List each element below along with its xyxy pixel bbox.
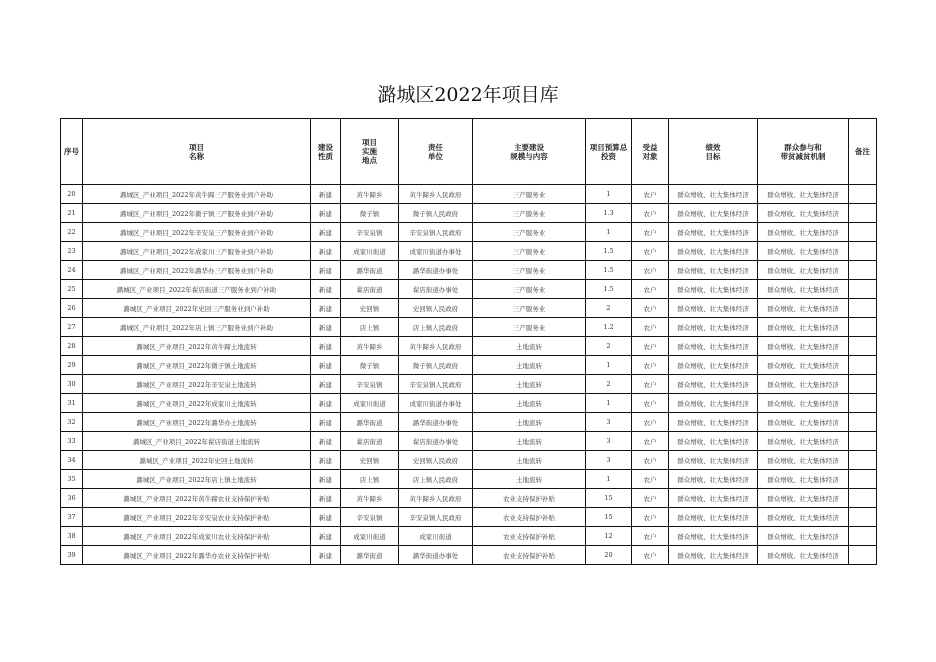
header-col-type: 建设 性质 (311, 119, 341, 185)
cell-content: 农业支持保护补贴 (473, 489, 586, 508)
cell-type: 新建 (311, 470, 341, 489)
cell-beneficiary: 农户 (632, 451, 669, 470)
cell-beneficiary: 农户 (632, 527, 669, 546)
cell-location: 翟店街道 (341, 432, 399, 451)
cell-project-name: 潞城区_产业项目_2022年微子镇三产服务业到户补助 (83, 204, 311, 223)
cell-type: 新建 (311, 527, 341, 546)
cell-project-name: 潞城区_产业项目_2022年黄牛蹄农业支持保护补贴 (83, 489, 311, 508)
cell-mechanism: 群众增收、壮大集体经济 (758, 242, 849, 261)
cell-goal: 群众增收、壮大集体经济 (669, 432, 758, 451)
cell-mechanism: 群众增收、壮大集体经济 (758, 432, 849, 451)
cell-unit: 辛安泉镇人民政府 (399, 223, 473, 242)
cell-beneficiary: 农户 (632, 546, 669, 565)
cell-type: 新建 (311, 223, 341, 242)
cell-content: 三产服务业 (473, 204, 586, 223)
table-row (61, 185, 877, 204)
cell-beneficiary: 农户 (632, 432, 669, 451)
cell-unit: 翟店街道办事处 (399, 432, 473, 451)
cell-budget: 2 (586, 375, 632, 394)
cell-index: 30 (61, 375, 83, 394)
cell-goal: 群众增收、壮大集体经济 (669, 299, 758, 318)
cell-unit: 店上镇人民政府 (399, 470, 473, 489)
cell-unit: 黄牛蹄乡人民政府 (399, 185, 473, 204)
cell-budget: 20 (586, 546, 632, 565)
cell-unit: 黄牛蹄乡人民政府 (399, 337, 473, 356)
cell-unit: 微子镇人民政府 (399, 204, 473, 223)
cell-index: 21 (61, 204, 83, 223)
cell-remark (849, 394, 877, 413)
cell-type: 新建 (311, 185, 341, 204)
cell-remark (849, 356, 877, 375)
table-row (61, 394, 877, 413)
cell-location: 微子镇 (341, 356, 399, 375)
cell-project-name: 潞城区_产业项目_2022年店上镇土地流转 (83, 470, 311, 489)
cell-location: 成家川街道 (341, 394, 399, 413)
cell-content: 土地流转 (473, 394, 586, 413)
cell-remark (849, 432, 877, 451)
cell-mechanism: 群众增收、壮大集体经济 (758, 394, 849, 413)
cell-project-name: 潞城区_产业项目_2022年黄牛蹄三产服务业到户补助 (83, 185, 311, 204)
table-row (61, 508, 877, 527)
cell-beneficiary: 农户 (632, 337, 669, 356)
header-col-project-name: 项目 名称 (83, 119, 311, 185)
cell-content: 三产服务业 (473, 223, 586, 242)
cell-goal: 群众增收、壮大集体经济 (669, 508, 758, 527)
cell-content: 三产服务业 (473, 261, 586, 280)
cell-mechanism: 群众增收、壮大集体经济 (758, 204, 849, 223)
cell-beneficiary: 农户 (632, 394, 669, 413)
cell-index: 26 (61, 299, 83, 318)
cell-type: 新建 (311, 489, 341, 508)
table-row (61, 451, 877, 470)
cell-type: 新建 (311, 318, 341, 337)
cell-type: 新建 (311, 261, 341, 280)
cell-type: 新建 (311, 394, 341, 413)
cell-goal: 群众增收、壮大集体经济 (669, 337, 758, 356)
cell-project-name: 潞城区_产业项目_2022年潞华办三产服务业到户补助 (83, 261, 311, 280)
cell-goal: 群众增收、壮大集体经济 (669, 489, 758, 508)
cell-location: 史回镇 (341, 299, 399, 318)
cell-index: 33 (61, 432, 83, 451)
cell-goal: 群众增收、壮大集体经济 (669, 223, 758, 242)
table-row (61, 318, 877, 337)
cell-goal: 群众增收、壮大集体经济 (669, 375, 758, 394)
cell-index: 35 (61, 470, 83, 489)
cell-remark (849, 223, 877, 242)
cell-remark (849, 508, 877, 527)
cell-remark (849, 470, 877, 489)
table-row (61, 280, 877, 299)
cell-type: 新建 (311, 356, 341, 375)
cell-type: 新建 (311, 299, 341, 318)
cell-beneficiary: 农户 (632, 261, 669, 280)
cell-budget: 1.5 (586, 280, 632, 299)
cell-project-name: 潞城区_产业项目_2022年翟店街道三产服务业到户补助 (83, 280, 311, 299)
cell-location: 史回镇 (341, 451, 399, 470)
header-col-beneficiary: 受益 对象 (632, 119, 669, 185)
cell-index: 36 (61, 489, 83, 508)
cell-location: 辛安泉镇 (341, 375, 399, 394)
cell-mechanism: 群众增收、壮大集体经济 (758, 375, 849, 394)
cell-budget: 1.3 (586, 204, 632, 223)
cell-content: 三产服务业 (473, 280, 586, 299)
cell-budget: 1 (586, 356, 632, 375)
cell-content: 土地流转 (473, 470, 586, 489)
cell-budget: 12 (586, 527, 632, 546)
cell-content: 土地流转 (473, 375, 586, 394)
cell-budget: 1 (586, 185, 632, 204)
header-col-mechanism: 群众参与和 带贫减贫机制 (758, 119, 849, 185)
cell-type: 新建 (311, 242, 341, 261)
cell-remark (849, 318, 877, 337)
cell-mechanism: 群众增收、壮大集体经济 (758, 337, 849, 356)
cell-project-name: 潞城区_产业项目_2022年黄牛蹄土地流转 (83, 337, 311, 356)
cell-mechanism: 群众增收、壮大集体经济 (758, 223, 849, 242)
header-col-budget: 项目预算总 投资 (586, 119, 632, 185)
cell-location: 黄牛蹄乡 (341, 337, 399, 356)
cell-location: 辛安泉镇 (341, 508, 399, 527)
cell-mechanism: 群众增收、壮大集体经济 (758, 318, 849, 337)
cell-unit: 潞华街道办事处 (399, 261, 473, 280)
cell-project-name: 潞城区_产业项目_2022年潞华办农业支持保护补贴 (83, 546, 311, 565)
cell-unit: 辛安泉镇人民政府 (399, 508, 473, 527)
cell-project-name: 潞城区_产业项目_2022年史回三产服务业到户补助 (83, 299, 311, 318)
cell-mechanism: 群众增收、壮大集体经济 (758, 185, 849, 204)
cell-index: 29 (61, 356, 83, 375)
cell-beneficiary: 农户 (632, 299, 669, 318)
cell-content: 土地流转 (473, 413, 586, 432)
cell-remark (849, 413, 877, 432)
cell-remark (849, 375, 877, 394)
cell-project-name: 潞城区_产业项目_2022年辛安泉三产服务业到户补助 (83, 223, 311, 242)
cell-content: 农业支持保护补贴 (473, 508, 586, 527)
cell-budget: 3 (586, 451, 632, 470)
cell-goal: 群众增收、壮大集体经济 (669, 413, 758, 432)
header-col-remark: 备注 (849, 119, 877, 185)
table-row (61, 356, 877, 375)
cell-location: 微子镇 (341, 204, 399, 223)
cell-index: 32 (61, 413, 83, 432)
cell-mechanism: 群众增收、壮大集体经济 (758, 489, 849, 508)
cell-project-name: 潞城区_产业项目_2022年店上镇三产服务业到户补助 (83, 318, 311, 337)
cell-budget: 1.5 (586, 261, 632, 280)
cell-remark (849, 204, 877, 223)
cell-goal: 群众增收、壮大集体经济 (669, 204, 758, 223)
cell-remark (849, 527, 877, 546)
cell-budget: 3 (586, 413, 632, 432)
cell-type: 新建 (311, 337, 341, 356)
cell-content: 农业支持保护补贴 (473, 546, 586, 565)
cell-remark (849, 451, 877, 470)
cell-type: 新建 (311, 280, 341, 299)
cell-mechanism: 群众增收、壮大集体经济 (758, 470, 849, 489)
cell-project-name: 潞城区_产业项目_2022年翟店街道土地流转 (83, 432, 311, 451)
cell-content: 土地流转 (473, 356, 586, 375)
cell-budget: 3 (586, 432, 632, 451)
cell-unit: 史回镇人民政府 (399, 451, 473, 470)
table-row (61, 527, 877, 546)
cell-budget: 1 (586, 470, 632, 489)
cell-type: 新建 (311, 375, 341, 394)
cell-budget: 1.2 (586, 318, 632, 337)
cell-goal: 群众增收、壮大集体经济 (669, 470, 758, 489)
cell-type: 新建 (311, 432, 341, 451)
cell-mechanism: 群众增收、壮大集体经济 (758, 413, 849, 432)
cell-type: 新建 (311, 546, 341, 565)
cell-unit: 辛安泉镇人民政府 (399, 375, 473, 394)
cell-unit: 潞华街道办事处 (399, 546, 473, 565)
cell-mechanism: 群众增收、壮大集体经济 (758, 546, 849, 565)
cell-budget: 1 (586, 223, 632, 242)
cell-content: 三产服务业 (473, 318, 586, 337)
cell-type: 新建 (311, 451, 341, 470)
cell-index: 24 (61, 261, 83, 280)
cell-beneficiary: 农户 (632, 223, 669, 242)
cell-remark (849, 261, 877, 280)
cell-project-name: 潞城区_产业项目_2022年成家川土地流转 (83, 394, 311, 413)
cell-beneficiary: 农户 (632, 375, 669, 394)
cell-content: 三产服务业 (473, 299, 586, 318)
cell-index: 23 (61, 242, 83, 261)
header-col-content: 主要建设 规模与内容 (473, 119, 586, 185)
table-row (61, 489, 877, 508)
cell-goal: 群众增收、壮大集体经济 (669, 242, 758, 261)
cell-location: 黄牛蹄乡 (341, 489, 399, 508)
cell-location: 潞华街道 (341, 546, 399, 565)
cell-location: 黄牛蹄乡 (341, 185, 399, 204)
cell-unit: 翟店街道办事处 (399, 280, 473, 299)
cell-project-name: 潞城区_产业项目_2022年史回土地流转 (83, 451, 311, 470)
cell-beneficiary: 农户 (632, 242, 669, 261)
cell-project-name: 潞城区_产业项目_2022年辛安泉农业支持保护补贴 (83, 508, 311, 527)
cell-goal: 群众增收、壮大集体经济 (669, 527, 758, 546)
cell-index: 39 (61, 546, 83, 565)
cell-unit: 微子镇人民政府 (399, 356, 473, 375)
cell-type: 新建 (311, 204, 341, 223)
cell-budget: 1 (586, 394, 632, 413)
cell-unit: 潞华街道办事处 (399, 413, 473, 432)
cell-location: 成家川街道 (341, 527, 399, 546)
cell-index: 37 (61, 508, 83, 527)
table-row (61, 242, 877, 261)
table-row (61, 299, 877, 318)
header-col-goal: 绩效 目标 (669, 119, 758, 185)
cell-index: 38 (61, 527, 83, 546)
cell-beneficiary: 农户 (632, 508, 669, 527)
cell-remark (849, 185, 877, 204)
cell-content: 土地流转 (473, 432, 586, 451)
cell-goal: 群众增收、壮大集体经济 (669, 356, 758, 375)
cell-project-name: 潞城区_产业项目_2022年成家川农业支持保护补贴 (83, 527, 311, 546)
page-title: 潞城区2022年项目库 (377, 84, 559, 106)
cell-type: 新建 (311, 508, 341, 527)
cell-mechanism: 群众增收、壮大集体经济 (758, 261, 849, 280)
cell-beneficiary: 农户 (632, 280, 669, 299)
cell-location: 店上镇 (341, 318, 399, 337)
cell-beneficiary: 农户 (632, 413, 669, 432)
cell-location: 成家川街道 (341, 242, 399, 261)
cell-index: 22 (61, 223, 83, 242)
cell-location: 翟店街道 (341, 280, 399, 299)
table-header-row (61, 119, 877, 185)
cell-unit: 黄牛蹄乡人民政府 (399, 489, 473, 508)
cell-project-name: 潞城区_产业项目_2022年微子镇土地流转 (83, 356, 311, 375)
cell-beneficiary: 农户 (632, 489, 669, 508)
cell-mechanism: 群众增收、壮大集体经济 (758, 356, 849, 375)
cell-project-name: 潞城区_产业项目_2022年成家川三产服务业到户补助 (83, 242, 311, 261)
cell-beneficiary: 农户 (632, 470, 669, 489)
cell-goal: 群众增收、壮大集体经济 (669, 261, 758, 280)
header-col-location: 项目 实施 地点 (341, 119, 399, 185)
cell-goal: 群众增收、壮大集体经济 (669, 451, 758, 470)
cell-content: 三产服务业 (473, 242, 586, 261)
cell-budget: 2 (586, 337, 632, 356)
cell-beneficiary: 农户 (632, 204, 669, 223)
cell-project-name: 潞城区_产业项目_2022年辛安泉土地流转 (83, 375, 311, 394)
cell-unit: 成家川街道办事处 (399, 242, 473, 261)
cell-budget: 1.5 (586, 242, 632, 261)
cell-type: 新建 (311, 413, 341, 432)
cell-location: 潞华街道 (341, 261, 399, 280)
cell-unit: 成家川街道办事处 (399, 394, 473, 413)
cell-goal: 群众增收、壮大集体经济 (669, 318, 758, 337)
cell-budget: 2 (586, 299, 632, 318)
cell-beneficiary: 农户 (632, 356, 669, 375)
cell-content: 土地流转 (473, 337, 586, 356)
cell-content: 农业支持保护补贴 (473, 527, 586, 546)
cell-location: 辛安泉镇 (341, 223, 399, 242)
table-row (61, 470, 877, 489)
cell-remark (849, 489, 877, 508)
cell-index: 27 (61, 318, 83, 337)
table-row (61, 432, 877, 451)
cell-remark (849, 546, 877, 565)
cell-mechanism: 群众增收、壮大集体经济 (758, 299, 849, 318)
cell-remark (849, 242, 877, 261)
table-row (61, 223, 877, 242)
cell-location: 潞华街道 (341, 413, 399, 432)
cell-mechanism: 群众增收、壮大集体经济 (758, 451, 849, 470)
table-row (61, 204, 877, 223)
cell-budget: 15 (586, 489, 632, 508)
cell-mechanism: 群众增收、壮大集体经济 (758, 280, 849, 299)
cell-location: 店上镇 (341, 470, 399, 489)
cell-goal: 群众增收、壮大集体经济 (669, 394, 758, 413)
cell-index: 25 (61, 280, 83, 299)
cell-beneficiary: 农户 (632, 318, 669, 337)
cell-unit: 成家川街道 (399, 527, 473, 546)
cell-goal: 群众增收、壮大集体经济 (669, 280, 758, 299)
header-col-unit: 责任 单位 (399, 119, 473, 185)
cell-project-name: 潞城区_产业项目_2022年潞华办土地流转 (83, 413, 311, 432)
header-col-index: 序号 (61, 119, 83, 185)
cell-remark (849, 299, 877, 318)
table-row (61, 261, 877, 280)
project-table (60, 118, 877, 565)
cell-goal: 群众增收、壮大集体经济 (669, 185, 758, 204)
cell-index: 20 (61, 185, 83, 204)
table-row (61, 546, 877, 565)
cell-budget: 15 (586, 508, 632, 527)
cell-content: 三产服务业 (473, 185, 586, 204)
cell-remark (849, 337, 877, 356)
cell-unit: 史回镇人民政府 (399, 299, 473, 318)
cell-goal: 群众增收、壮大集体经济 (669, 546, 758, 565)
table-row (61, 413, 877, 432)
cell-mechanism: 群众增收、壮大集体经济 (758, 508, 849, 527)
table-row (61, 337, 877, 356)
cell-remark (849, 280, 877, 299)
cell-unit: 店上镇人民政府 (399, 318, 473, 337)
cell-content: 土地流转 (473, 451, 586, 470)
cell-index: 28 (61, 337, 83, 356)
cell-index: 31 (61, 394, 83, 413)
cell-index: 34 (61, 451, 83, 470)
cell-mechanism: 群众增收、壮大集体经济 (758, 527, 849, 546)
cell-beneficiary: 农户 (632, 185, 669, 204)
table-row (61, 375, 877, 394)
